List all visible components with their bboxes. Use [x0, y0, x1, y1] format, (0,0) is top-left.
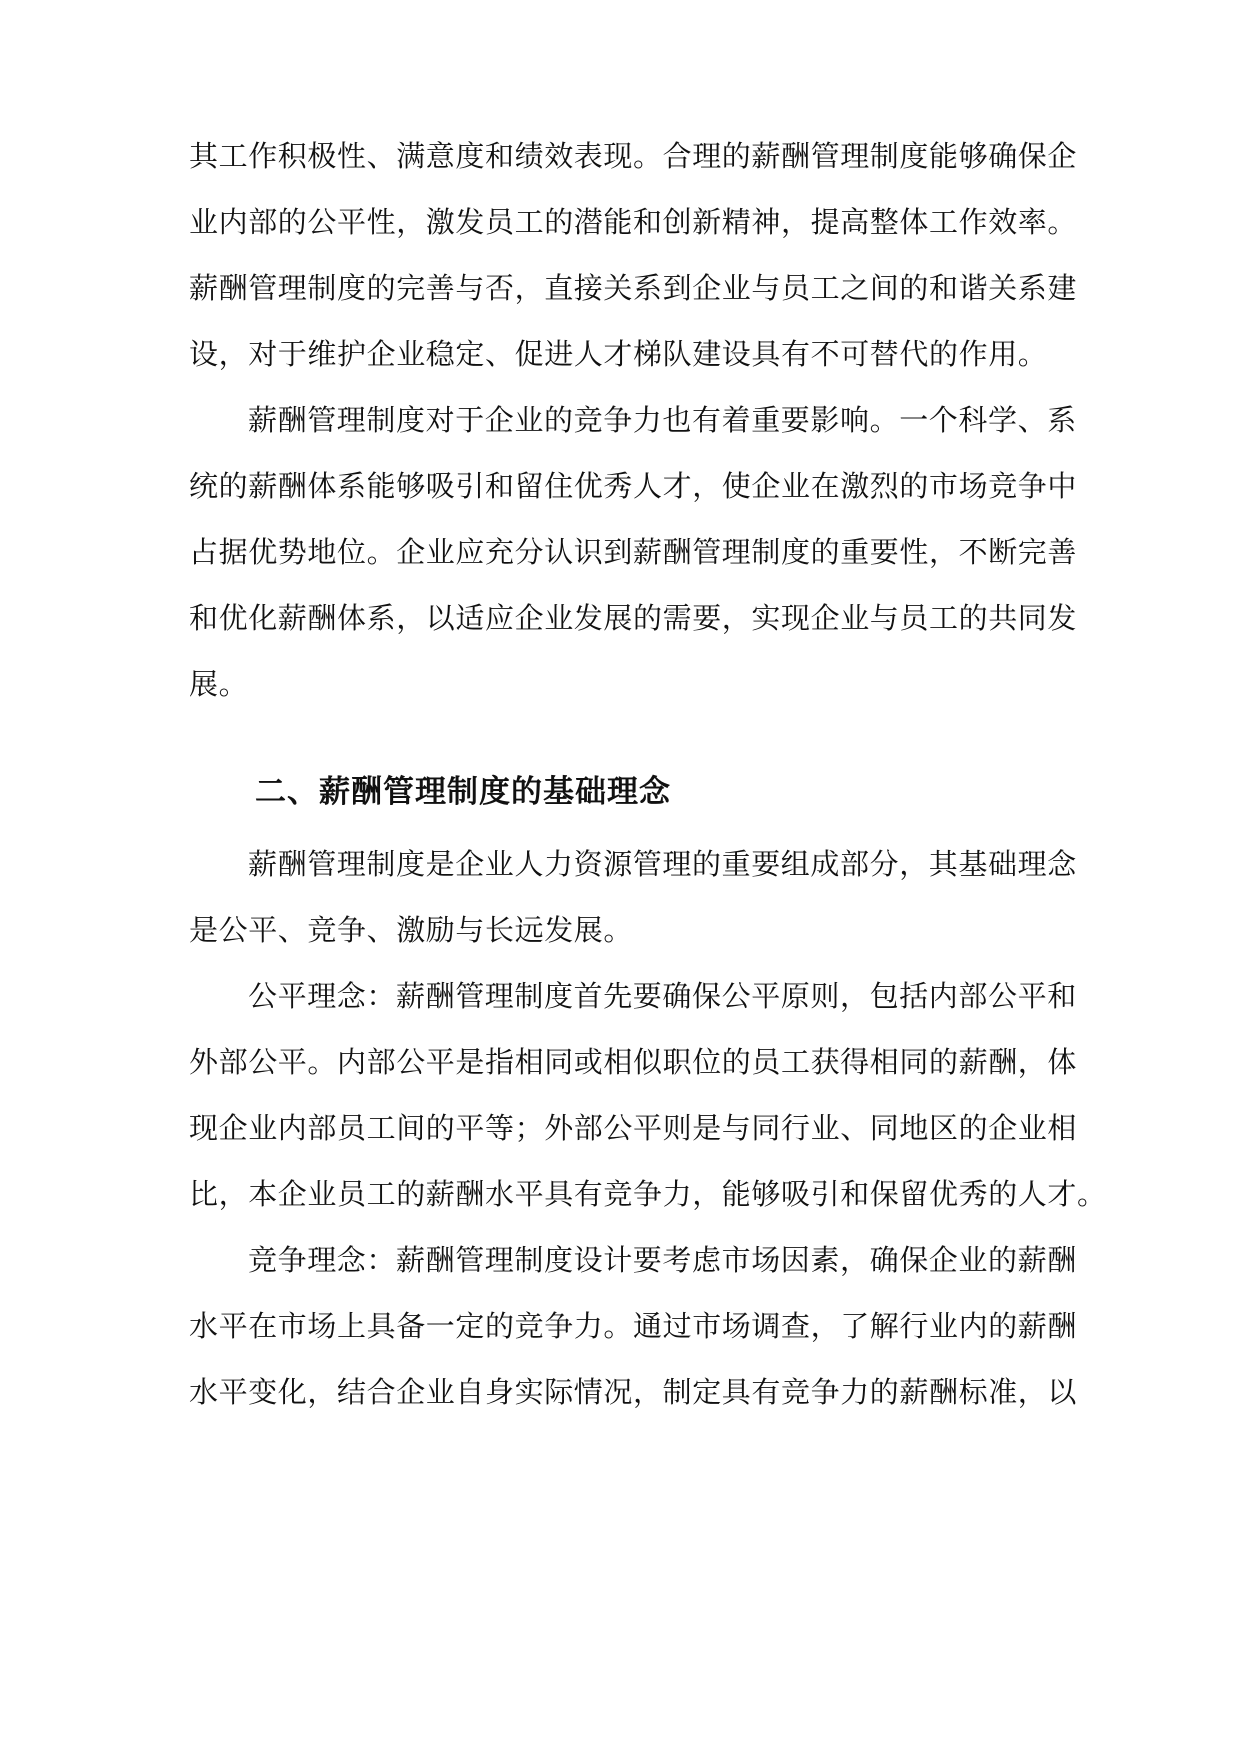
paragraph-4-line-1: 公平理念：薪酬管理制度首先要确保公平原则，包括内部公平和 [248, 979, 1077, 1013]
paragraph-2-line-5: 展。 [189, 667, 249, 701]
paragraph-2-line-2: 统的薪酬体系能够吸引和留住优秀人才，使企业在激烈的市场竞争中 [189, 469, 1078, 503]
paragraph-3-line-1: 薪酬管理制度是企业人力资源管理的重要组成部分，其基础理念 [248, 847, 1077, 881]
paragraph-5-line-3: 水平变化，结合企业自身实际情况，制定具有竞争力的薪酬标准，以 [189, 1375, 1078, 1409]
paragraph-2-line-3: 占据优势地位。企业应充分认识到薪酬管理制度的重要性，不断完善 [189, 535, 1078, 569]
paragraph-3-line-2: 是公平、竞争、激励与长远发展。 [189, 913, 634, 947]
paragraph-1-line-4: 设，对于维护企业稳定、促进人才梯队建设具有不可替代的作用。 [189, 337, 1048, 371]
paragraph-4-line-2: 外部公平。内部公平是指相同或相似职位的员工获得相同的薪酬，体 [189, 1045, 1078, 1079]
paragraph-4-line-4: 比，本企业员工的薪酬水平具有竞争力，能够吸引和保留优秀的人才。 [189, 1177, 1107, 1211]
paragraph-1-line-2: 业内部的公平性，激发员工的潜能和创新精神，提高整体工作效率。 [189, 205, 1078, 239]
paragraph-4-line-3: 现企业内部员工间的平等；外部公平则是与同行业、同地区的企业相 [189, 1111, 1078, 1145]
paragraph-5-line-2: 水平在市场上具备一定的竞争力。通过市场调查，了解行业内的薪酬 [189, 1309, 1078, 1343]
paragraph-1-line-3: 薪酬管理制度的完善与否，直接关系到企业与员工之间的和谐关系建 [189, 271, 1078, 305]
paragraph-2-line-4: 和优化薪酬体系，以适应企业发展的需要，实现企业与员工的共同发 [189, 601, 1078, 635]
section-heading: 二、薪酬管理制度的基础理念 [255, 774, 671, 810]
paragraph-5-line-1: 竞争理念：薪酬管理制度设计要考虑市场因素，确保企业的薪酬 [248, 1243, 1077, 1277]
paragraph-2-line-1: 薪酬管理制度对于企业的竞争力也有着重要影响。一个科学、系 [248, 403, 1077, 437]
paragraph-1-line-1: 其工作积极性、满意度和绩效表现。合理的薪酬管理制度能够确保企 [189, 139, 1078, 173]
